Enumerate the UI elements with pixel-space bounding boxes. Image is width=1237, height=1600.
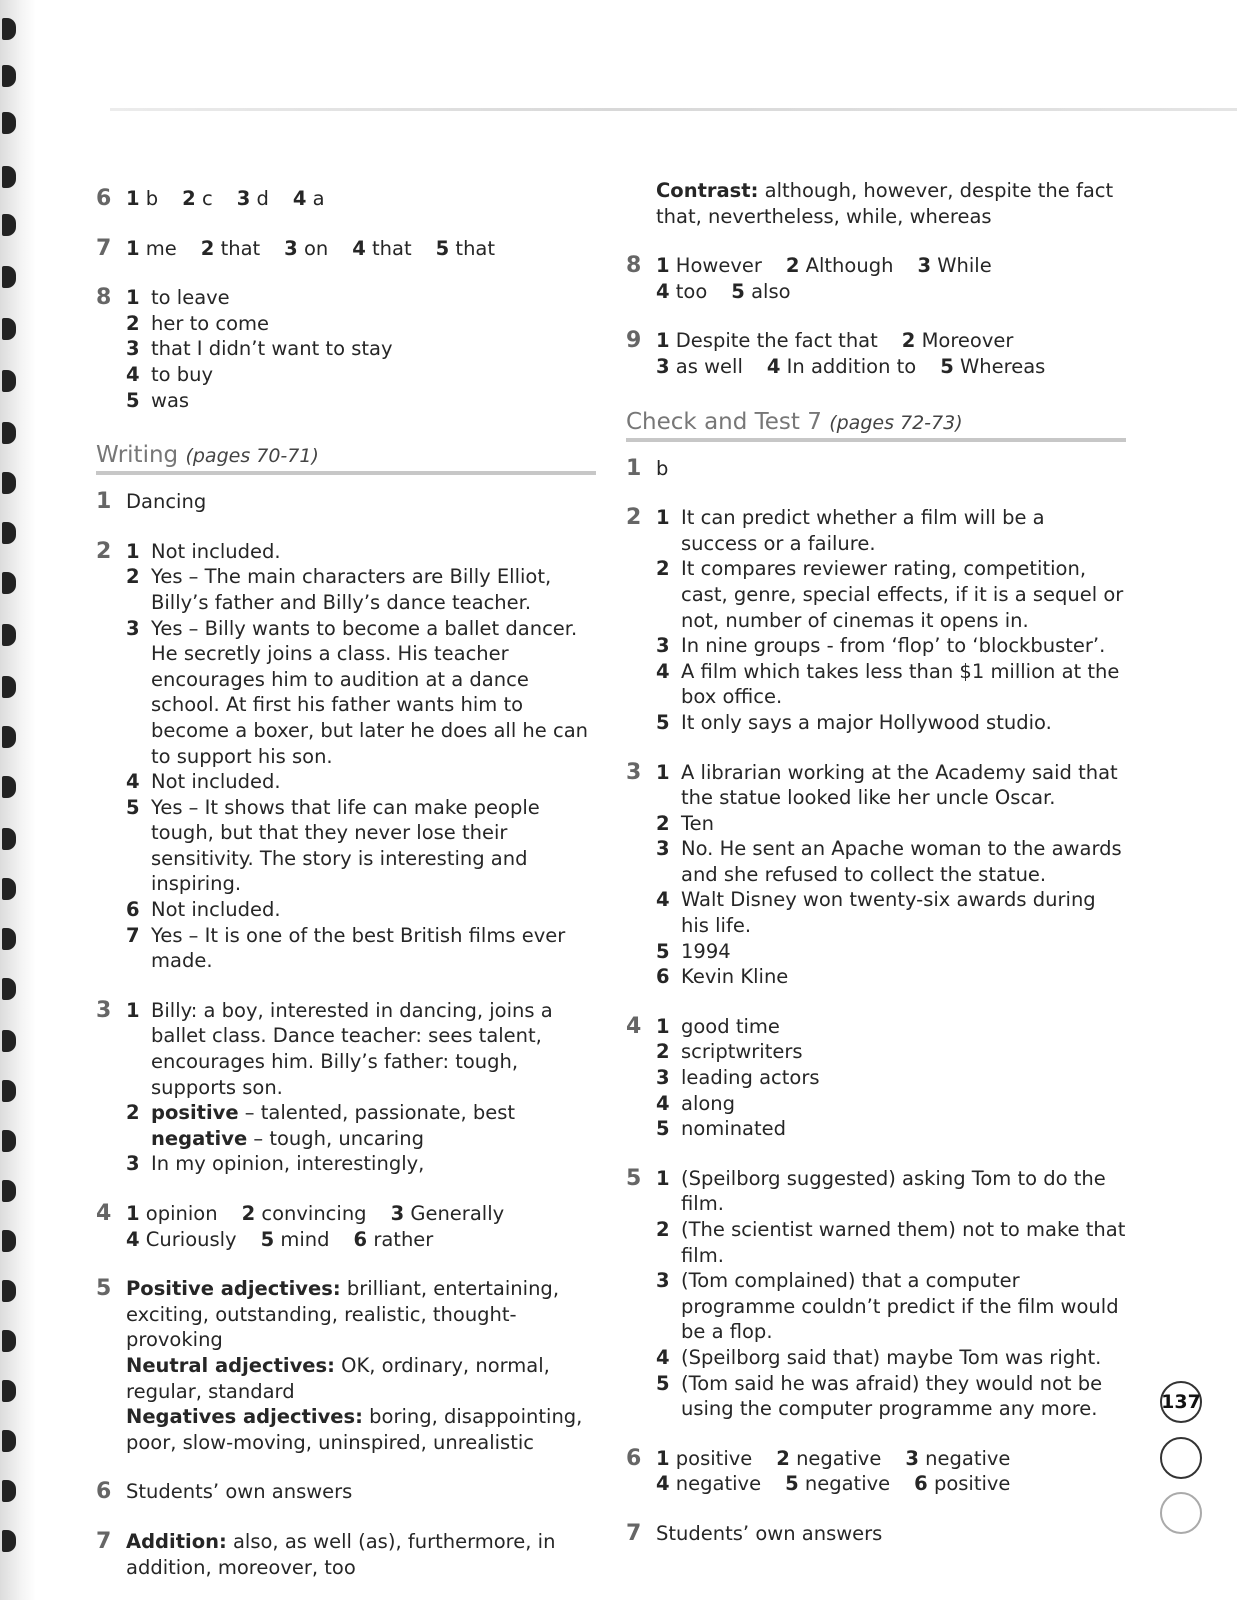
writing-exercise-6 (96, 1479, 596, 1505)
exercise-number: 4 (626, 1013, 642, 1039)
exercise-number: 5 (96, 1276, 112, 1302)
spacer (96, 515, 596, 539)
exercise-number: 8 (626, 253, 642, 279)
list-item: 3 In nine groups - from ‘flop’ to ‘blockbuster’. (656, 634, 1106, 658)
answer-pair: 3 While (917, 254, 992, 278)
binding-ring (2, 572, 16, 594)
binding-ring (2, 624, 16, 646)
binding-ring (2, 112, 16, 134)
left-column (96, 186, 596, 1580)
answer-pair: 2 negative (776, 1446, 882, 1470)
answer-row (126, 186, 596, 212)
exercise-number: 9 (626, 328, 642, 354)
binding-ring (2, 1430, 16, 1452)
right-column (626, 178, 1126, 1547)
binding-ring (2, 266, 16, 288)
binding-ring (2, 422, 16, 444)
spacer (626, 304, 1126, 328)
binding-ring (2, 18, 16, 40)
binding-ring (2, 370, 16, 392)
exercise-number: 5 (626, 1165, 642, 1191)
binding-ring (2, 978, 16, 1000)
exercise-number: 6 (96, 186, 112, 211)
list-item: 4 Not included. (126, 770, 281, 794)
binding-ring (2, 878, 16, 900)
answer-list (126, 285, 596, 413)
answer-pair: 1 positive (656, 1446, 753, 1470)
binding-ring (2, 1330, 16, 1352)
answer-row (656, 253, 1126, 279)
exercise-7 (96, 236, 596, 262)
answer-pair: 3 as well (656, 354, 743, 378)
answer-pair: 4 too (656, 279, 708, 303)
spacer (96, 1252, 596, 1276)
answer-list (656, 1166, 1126, 1422)
list-item: 2 Yes – The main characters are Billy Elliot, Billy’s father and Billy’s dance teacher. (126, 565, 552, 614)
answer-rows (656, 1446, 1126, 1497)
binding-ring (2, 472, 16, 494)
list-item: 3 No. He sent an Apache woman to the awards and she refused to collect the statue. (656, 837, 1122, 886)
exercise-number: 7 (626, 1520, 642, 1546)
answer-pair: 6 positive (914, 1472, 1011, 1496)
list-item: 4 A film which takes less than $1 million at the box office. (656, 659, 1120, 709)
answer-pair: 2 that (200, 236, 261, 260)
answer-row (656, 279, 1126, 305)
answer-pair: 5 negative (785, 1472, 891, 1496)
list-item: 1 to leave (126, 286, 230, 310)
answer-row (126, 236, 596, 262)
answer-pair: 1 b (126, 187, 159, 210)
writing-exercise-5 (96, 1276, 596, 1455)
spacer (96, 1455, 596, 1479)
exercise-number: 3 (626, 759, 642, 785)
answer-pair: 5 Whereas (940, 354, 1046, 378)
binding-ring (2, 1080, 16, 1102)
spacer (96, 413, 596, 433)
answer-pair: 3 negative (905, 1446, 1011, 1470)
answer-list (656, 760, 1126, 990)
answer-text: Positive adjectives: brilliant, entertaining, exciting, outstanding, realistic, thought-provoking Neutral adjectives: OK, ordinary, normal, regular, standard Negatives adjectives: boring, disappointing, poor, slow-moving, uninspired, unrealistic (126, 1277, 583, 1454)
answer-pair: 4 Curiously (126, 1227, 237, 1251)
list-item: 3 In my opinion, interestingly, (126, 1152, 425, 1176)
exercise-number: 7 (96, 1528, 112, 1554)
answer-list (126, 539, 596, 974)
answer-pair: 2 convincing (241, 1202, 367, 1225)
list-item: 5 It only says a major Hollywood studio. (656, 710, 1052, 734)
list-item: 7 Yes – It is one of the best British films ever made. (126, 923, 566, 973)
exercise-number: 7 (96, 235, 112, 261)
answer-pair: 5 also (731, 279, 791, 303)
writing-exercise-3 (96, 998, 596, 1177)
spacer (626, 1497, 1126, 1521)
binding-ring (2, 828, 16, 850)
answer-list (126, 998, 596, 1177)
answer-pair: 6 rather (353, 1227, 434, 1251)
list-item: 4 to buy (126, 362, 214, 386)
answer-pair: 3 d (236, 187, 269, 210)
list-item: 2 her to come (126, 311, 269, 335)
exercise-number: 2 (96, 538, 112, 564)
list-item: 4 Walt Disney won twenty-six awards during his life. (656, 888, 1096, 938)
spacer (96, 974, 596, 998)
answer-rows (656, 328, 1126, 379)
list-item: 1 Billy: a boy, interested in dancing, joins a ballet class. Dance teacher: sees talent, encourages him. Billy’s father: tough, supports son. (126, 998, 553, 1099)
answer-pair: 2 c (182, 187, 213, 210)
binding-ring (2, 1530, 16, 1552)
list-item: 5 1994 (656, 939, 731, 963)
answer-row (126, 1227, 596, 1253)
binding-ring (2, 522, 16, 544)
list-item: 4 (Speilborg said that) maybe Tom was right. (656, 1345, 1102, 1369)
answer-text: Students’ own answers (126, 1480, 353, 1504)
check-exercise-2 (626, 505, 1126, 735)
contrast-continuation (626, 178, 1126, 229)
spacer (96, 1177, 596, 1201)
answer-row (656, 1471, 1126, 1497)
binding-ring (2, 726, 16, 748)
answer-pair: 1 opinion (126, 1202, 218, 1225)
exercise-number: 3 (96, 997, 112, 1023)
exercise-8 (626, 253, 1126, 304)
list-item: 1 (Speilborg suggested) asking Tom to do the film. (656, 1166, 1106, 1216)
spacer (626, 990, 1126, 1014)
answer-pair: 4 negative (656, 1472, 762, 1496)
spacer (96, 1505, 596, 1529)
answer-rows (126, 1201, 596, 1252)
binding-ring (2, 1380, 16, 1402)
spacer (626, 1422, 1126, 1446)
answer-pair: 1 Despite the fact that (656, 329, 878, 353)
list-item: 5 nominated (656, 1117, 787, 1141)
check-exercise-1 (626, 456, 1126, 482)
list-item: 2 positive – talented, passionate, best negative – tough, uncaring (126, 1101, 516, 1150)
list-item: 1 good time (656, 1014, 780, 1038)
section-heading-check-and-test: Check and Test 7 (pages 72-73) (626, 408, 1126, 442)
answer-pair: 5 mind (260, 1227, 330, 1251)
binding-ring (2, 1480, 16, 1502)
list-item: 3 that I didn’t want to stay (126, 337, 393, 361)
answer-row (656, 1446, 1126, 1472)
answer-pair: 4 that (352, 236, 412, 260)
exercise-number: 4 (96, 1201, 112, 1226)
exercise-8 (96, 285, 596, 413)
answer-text: Students’ own answers (656, 1521, 883, 1545)
page-tab-empty (1160, 1492, 1202, 1534)
spacer (626, 380, 1126, 400)
list-item: 5 Yes – It shows that life can make people tough, but that they never lose their sensitivity. The story is interesting and inspiring. (126, 795, 540, 896)
answer-list (656, 505, 1126, 735)
answer-pair: 1 me (126, 236, 177, 260)
binding-ring (2, 1280, 16, 1302)
spacer (626, 481, 1126, 505)
list-item: 2 Ten (656, 811, 714, 835)
writing-exercise-1 (96, 489, 596, 515)
list-item: 2 It compares reviewer rating, competition, cast, genre, special effects, if it is a sequel or not, number of cinemas it opens in. (656, 557, 1124, 632)
check-exercise-6 (626, 1446, 1126, 1497)
check-exercise-3 (626, 760, 1126, 990)
list-item: 2 (The scientist warned them) not to make that film. (656, 1218, 1126, 1267)
spacer (96, 261, 596, 285)
spacer (626, 229, 1126, 253)
page-number: 137 (1160, 1381, 1202, 1423)
spacer (626, 736, 1126, 760)
binding-ring (2, 1030, 16, 1052)
list-item: 6 Not included. (126, 898, 281, 922)
answer-text: Addition: also, as well (as), furthermore, in addition, moreover, too (126, 1529, 556, 1579)
binding-spine (0, 0, 36, 1600)
check-exercise-7 (626, 1521, 1126, 1547)
answer-pair: 3 Generally (390, 1202, 505, 1225)
header-rule (110, 108, 1237, 111)
answer-text: Contrast: although, however, despite the fact that, nevertheless, while, whereas (656, 179, 1114, 228)
answer-text: Dancing (126, 490, 207, 514)
section-heading-writing: Writing (pages 70-71) (96, 441, 596, 475)
binding-ring (2, 676, 16, 698)
exercise-number: 1 (96, 489, 112, 515)
list-item: 6 Kevin Kline (656, 965, 789, 989)
binding-ring (2, 65, 16, 87)
list-item: 5 was (126, 388, 190, 412)
binding-ring (2, 214, 16, 236)
binding-ring (2, 928, 16, 950)
answer-pair: 2 Although (785, 254, 894, 278)
answer-pair: 3 on (284, 236, 329, 260)
spacer (96, 212, 596, 236)
binding-ring (2, 318, 16, 340)
list-item: 3 (Tom complained) that a computer programme couldn’t predict if the film would be a flop. (656, 1269, 1119, 1344)
answer-pair: 4 In addition to (766, 354, 917, 378)
answer-row (656, 328, 1126, 354)
exercise-6 (96, 186, 596, 212)
exercise-9 (626, 328, 1126, 379)
answer-row (126, 1201, 596, 1227)
writing-exercise-2 (96, 539, 596, 974)
answer-text: b (656, 456, 669, 480)
list-item: 1 Not included. (126, 539, 281, 563)
answer-list (656, 1014, 1126, 1142)
list-item: 2 scriptwriters (656, 1040, 803, 1064)
answer-pair: 4 a (292, 187, 325, 210)
writing-exercise-7 (96, 1529, 596, 1580)
answer-pair: 5 that (435, 236, 496, 260)
check-exercise-4 (626, 1014, 1126, 1142)
list-item: 1 It can predict whether a film will be a success or a failure. (656, 506, 1045, 555)
binding-ring (2, 1180, 16, 1202)
list-item: 3 leading actors (656, 1066, 820, 1090)
check-exercise-5 (626, 1166, 1126, 1422)
exercise-number: 6 (626, 1445, 642, 1471)
answer-pair: 1 However (656, 254, 762, 278)
exercise-number: 1 (626, 455, 642, 481)
spacer (626, 1142, 1126, 1166)
binding-ring (2, 1230, 16, 1252)
exercise-number: 8 (96, 285, 112, 311)
list-item: 3 Yes – Billy wants to become a ballet dancer. He secretly joins a class. His teacher encourages him to audition at a dance school. At first his father wants him to become a boxer, but later he does all he can to support his son. (126, 616, 589, 768)
exercise-number: 6 (96, 1479, 112, 1505)
exercise-number: 2 (626, 505, 642, 531)
binding-ring (2, 166, 16, 188)
answer-rows (656, 253, 1126, 304)
binding-ring (2, 1130, 16, 1152)
list-item: 4 along (656, 1091, 736, 1115)
binding-ring (2, 776, 16, 798)
list-item: 1 A librarian working at the Academy said that the statue looked like her uncle Oscar. (656, 760, 1118, 810)
page-tab-empty (1160, 1437, 1202, 1479)
list-item: 5 (Tom said he was afraid) they would not be using the computer programme any more. (656, 1371, 1103, 1421)
writing-exercise-4 (96, 1201, 596, 1252)
answer-pair: 2 Moreover (901, 329, 1014, 353)
answer-row (656, 354, 1126, 380)
